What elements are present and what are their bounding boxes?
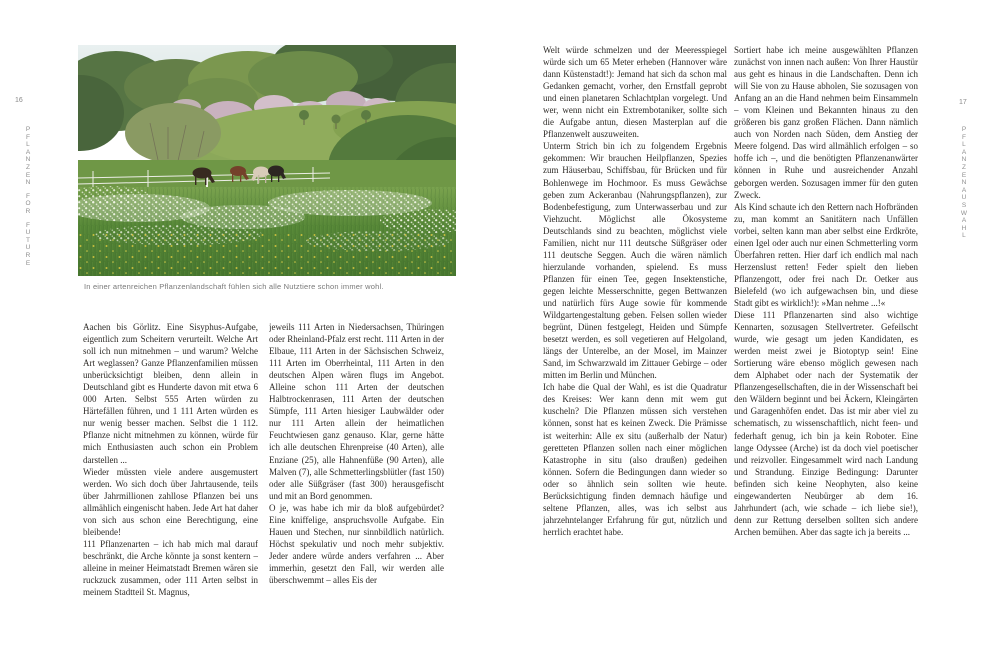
meadow-photo-illustration bbox=[78, 45, 456, 276]
page-number-left: 16 bbox=[15, 97, 23, 104]
left-page-text bbox=[83, 321, 444, 603]
paragraph: Aachen bis Görlitz. Eine Sisyphus-Aufgabe, eigentlich zum Scheitern verurteilt. Welche Art soll ich nun mitnehmen – und warum? Welche Art weglassen? Ganze Pflanzenfamilien müssen unberücksichtigt bleiben, denn allein in Deutschland gibt es Hunderte davon mit etwa 6 000 Arten. Selbst 555 Arten würden zu Härtefällen führen, und 1 111 Arten würden es nur wenig besser machen. Selbst die 1 112. Pflanze nicht mitnehmen zu können, würde für mich Enthusiasten auch schon ein Problem darstellen ... bbox=[83, 322, 258, 465]
page-number-right: 17 bbox=[959, 99, 967, 106]
left-column-2 bbox=[269, 321, 444, 603]
paragraph: O je, was habe ich mir da bloß aufgebürdet? Eine kniffelige, anspruchsvolle Aufgabe. Ein Hauen und Stechen, nur sinnbildlich natürlich. Höchst spekulativ und noch mehr subjektiv. Jeder andere würde anders verfahren ... Aber immerhin, gesetzt den Fall, wir werden alle überschwemmt – alles Eis der bbox=[269, 502, 444, 585]
right-column-1 bbox=[543, 44, 727, 610]
left-column-1 bbox=[83, 321, 258, 603]
paragraph: Wieder müssten viele andere ausgemustert werden. Wo sich doch über Jahrtausende, teils über Jahrmillionen zahllose Pflanzen bei uns allmählich eingenischt haben. Jede Art hat daher von sich aus schon eine Berechtigung, eine bleibende! bbox=[83, 466, 258, 537]
margin-title-word: P F L A N Z E N A U S W A H L bbox=[960, 126, 968, 240]
paragraph: Sortiert habe ich meine ausgewählten Pflanzen zunächst von innen nach außen: Von Ihrer Haustür aus geht es hinaus in die Landschaften. Denn ich will Sie von zu Hause abholen, Sie sozusagen von Anfang an an die Hand nehmen beim Einsammeln – vom Kleinen und Bekannten hinaus zu den größeren bis ganz großen Flächen. Dann nämlich auch von Norden nach Süden, dem Anstieg der Meere folgend. Das wird allmählich erfolgen – so hoffe ich –, und die benötigten Pflanzenanwärter können in Ruhe und ausreichender Anzahl geborgen werden. Sozusagen immer für den guten Zweck. bbox=[734, 45, 918, 200]
margin-title-word: F O R bbox=[25, 192, 31, 215]
right-column-2 bbox=[734, 44, 918, 610]
paragraph: Unterm Strich bin ich zu folgendem Ergebnis gekommen: Wir brauchen Heilpflanzen, Spezies zum Häuserbau, Schiffsbau, für Brücken und für Bohlenwege im Hochmoor. Es muss Gewächse geben zum Ackeranbau (Nahrungspflanzen), zur Bodenbefestigung, zum Unterwasserbau und zur Viehzucht. Möglichst alle Ökosysteme Deutschlands sind zu beachten, möglichst viele Familien, nicht nur 111 deutsche Süßgräser oder 111 deutsche Seggen. Auch die wären nämlich hierzulande vorhanden, spielend. Es muss Pflanzen für einen Tee, gegen Insektenstiche, gegen leichte Messerschnitte, gegen Bettwanzen und natürlich fürs Auge sowie für kommende Wildgartengestaltung geben. Felsen sollen wieder begrünt, Dünen festgelegt, Heiden und Sümpfe besetzt werden, es soll vegetieren auf Helgoland, längs der Unterelbe, an der Mosel, im Mainzer Sand, im Schwarzwald im Zittauer Gebirge – oder mitten im Berlin und München. bbox=[543, 141, 727, 381]
meadow-photo bbox=[78, 45, 456, 276]
paragraph: Ich habe die Qual der Wahl, es ist die Quadratur des Kreises: Wer kann denn mit wem gut kuscheln? Die Pflanzen müssen sich verstehen können, sonst hat es keinen Zweck. Die Prämisse ist weiterhin: Alle ex situ (außerhalb der Natur) geretteten Pflanzen sollen nach einer möglichen Katastrophe in situ (also draußen) gedeihen können. Sofern die Bedingungen dann wieder so oder so ähnlich sein sollten wie heute. Berücksichtigung finden demnach häufige und seltene Pflanzen, alles, was ich selbst aus jahrzehntelanger Erfahrung für gut, nützlich und herrlich erachtet habe. bbox=[543, 382, 727, 537]
paragraph: 111 Pflanzenarten – ich hab mich mal darauf beschränkt, die Arche könnte ja sonst kentern – alleine in meiner Heimatstadt Bremen wären sie ruckzuck zusammen, oder 111 Arten selbst in meinem Stadtteil St. Magnus, bbox=[83, 538, 258, 598]
paragraph: jeweils 111 Arten in Niedersachsen, Thüringen oder Rheinland-Pfalz erst recht. 111 Arten in der Elbaue, 111 Arten in der Sächsischen Schweiz, 111 Arten im Oberrheintal, 111 Arten in den deutschen Alpen wären flugs im Angebot. Alleine schon 111 Arten der deutschen Halbtrockenrasen, 111 Arten der deutschen Sümpfe, 111 Arten hiesiger Laubwälder oder nur 111 Arten allein der heimatlichen Feuchtwiesen ganz genauso. Klar, gerne hätte ich alle deutschen Ehrenpreise (40 Arten), alle Enziane (25), alle Hahnenfüße (90 Arten), alle Malven (7), alle Schmetterlingsblütler (fast 150) oder alle Süßgräser (fast 300) herausgefischt und mit an Bord genommen. bbox=[269, 322, 444, 501]
paragraph: Diese 111 Pflanzenarten sind also wichtige Kennarten, sozusagen Stellvertreter. Gefeilscht wurde, wie gesagt um jeden Kandidaten, es werden meist zwei je Biotoptyp sein! Eine Sortierung wäre ebenso möglich gewesen nach dem Alphabet oder nach der Systematik der Pflanzengesellschaften, die in der Wissenschaft bei den Wäldern beginnt und bei Äckern, Kleingärten und Garagenhöfen endet. Das ist mir aber viel zu schematisch, zu wissenschaftlich, nicht feen- und federhaft genug, ich bin ja kein Roboter. Eine lange Odyssee (Arche) ist da doch viel poetischer und reizvoller. Eingesammelt wird nach Landung und Strandung. Einzige Bedingung: Darunter befinden sich keine Neophyten, also keine eingewanderten Neubürger ab dem 16. Jahrhundert (ach, wie schade – ich liebe sie!), denn zur Rettung derselben sollten sich andere Archen bemühen. Aber das sagte ich ja bereits ... bbox=[734, 310, 918, 537]
margin-title-right bbox=[959, 126, 969, 246]
paragraph: Als Kind schaute ich den Rettern nach Hofbränden zu, man kommt an Sanitätern nach Unfällen vorbei, selten kann man aber selbst eine Erdkröte, einen Igel oder auch nur einen Schmetterling vorm Überfahren retten. Hier darf ich endlich mal nach Herzenslust retten! Feder spielt den lieben Pflanzengott, oder frei nach Dr. Oetker aus Bielefeld (wo ich aufgewachsen bin, und diese Stadt gibt es wirklich!): »Man nehme ...!« bbox=[734, 201, 918, 308]
margin-title-left bbox=[23, 126, 33, 273]
margin-title-word: F U T U R E bbox=[25, 221, 31, 267]
right-page-text bbox=[543, 44, 918, 610]
margin-title-word: P F L A N Z E N bbox=[25, 126, 31, 187]
paragraph: Welt würde schmelzen und der Meeresspiegel würde sich um 65 Meter erheben (Hannover wäre dann Küstenstadt!): Jemand hat sich da schon mal Gedanken gemacht, vorher, den Ernstfall geprobt und einen planetaren Schlachtplan vorgelegt. Und wer, wenn nicht ein Extrembotaniker, sollte sich die Aufgabe antun, diesen Masterplan auf die Pflanzenwelt auszuweiten. bbox=[543, 45, 727, 140]
photo-caption: In einer artenreichen Pflanzenlandschaft fühlen sich alle Nutztiere schon immer wohl. bbox=[84, 282, 384, 291]
